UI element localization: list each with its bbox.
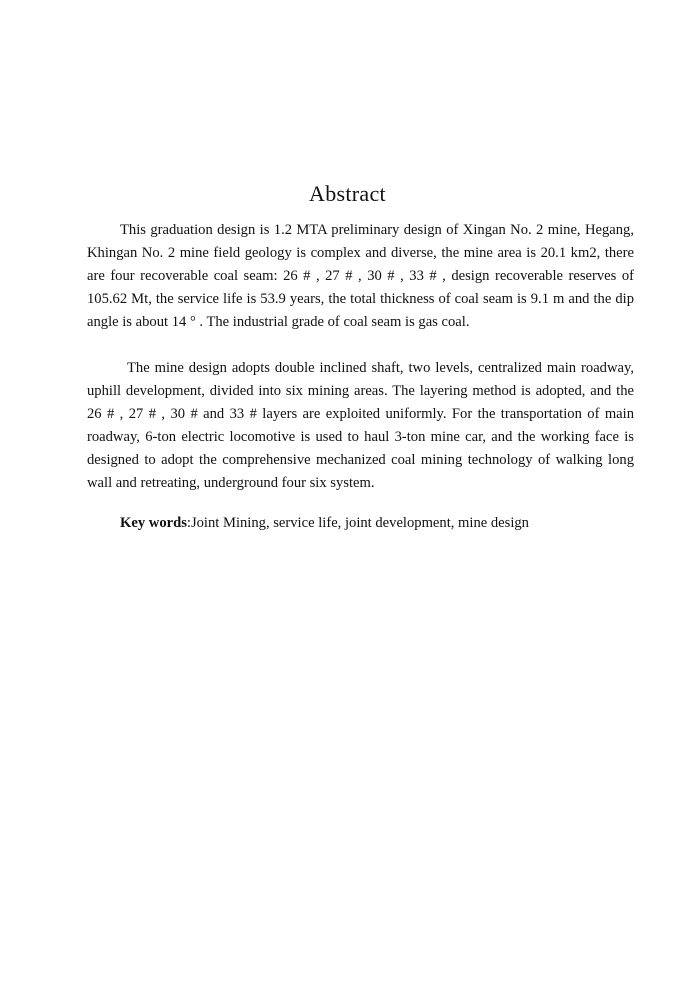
keywords-label: Key words	[120, 515, 187, 531]
abstract-paragraph-1: This graduation design is 1.2 MTA preliminary design of Xingan No. 2 mine, Hegang, Khingan No. 2 mine field geology is complex and diverse, the mine area is 20.1 km2, there are four recoverable coal seam: 26 # , 27 # , 30 # , 33 # , design recoverable reserves of 105.62 Mt, the service life is 53.9 years, the total thickness of coal seam is 9.1 m and the dip angle is about 14 ° . The industrial grade of coal seam is gas coal.	[87, 222, 634, 330]
keywords-text: :Joint Mining, service life, joint development, mine design	[186, 515, 529, 531]
abstract-title: Abstract	[309, 181, 386, 206]
keywords-line	[120, 512, 640, 535]
abstract-paragraph-2: The mine design adopts double inclined shaft, two levels, centralized main roadway, uphill development, divided into six mining areas. The layering method is adopted, and the 26 # , 27 # , 30 # and 33 # layers are exploited uniformly. For the transportation of main roadway, 6-ton electric locomotive is used to haul 3-ton mine car, and the working face is designed to adopt the comprehensive mechanized coal mining technology of walking long wall and retreating, underground four six system.	[87, 360, 634, 491]
